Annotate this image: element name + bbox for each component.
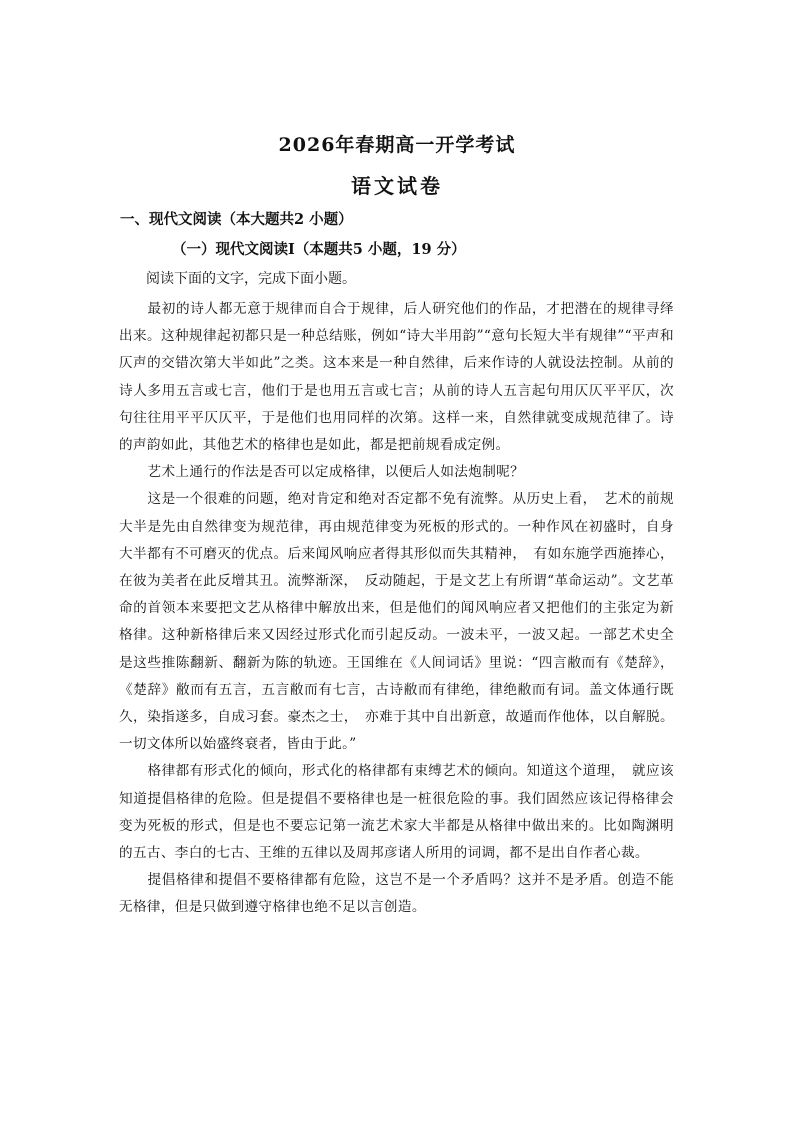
section-heading: 一、现代文阅读（本大题共2 小题） — [120, 211, 353, 228]
reading-instruction: 阅读下面的文字，完成下面小题。 — [146, 271, 356, 287]
passage-paragraph: 这是一个很难的问题，绝对肯定和绝对否定都不免有流弊。从历史上看， 艺术的前规大半是先由自然律变为规范律，再由规范律变为死板的形式的。一种作风在初盛时，自身大半都有不可磨灭的优点。后来闻风响应者得其形似而失其精神， 有如东施学西施捧心，在彼为美者在此反增其丑。流弊渐深， 反动随起，于是文艺上有所谓“革命运动”。文艺革命的首领本来要把文艺从格律中解放出来，但是他们的闻风响应者又把他们的主张定为新格律。这种新格律后来又因经过形式化而引起反动。一波未平，一波又起。一部艺术史全是这些推陈翻新、翻新为陈的轨迹。王国维在《人间词话》里说：“四言敝而有《楚辞》，《楚辞》敝而有五言，五言敝而有七言，古诗敝而有律绝，律绝敝而有词。盖文体通行既久，染指遂多，自成习套。豪杰之士， 亦难于其中自出新意，故遁而作他体，以自解脱。一切文体所以始盛终衰者，皆由于此。” — [119, 491, 674, 753]
passage-body — [119, 296, 674, 922]
passage-paragraph: 最初的诗人都无意于规律而自合于规律，后人研究他们的作品，才把潜在的规律寻绎出来。这种规律起初都只是一种总结账，例如“诗大半用韵”“意句长短大半有规律”“平声和仄声的交错次第大半如此”之类。这本来是一种自然律，后来作诗的人就设法控制。从前的诗人多用五言或七言，他们于是也用五言或七言；从前的诗人五言起句用仄仄平平仄，次句往往用平平仄仄平，于是他们也用同样的次第。这样一来，自然律就变成规范律了。诗的声韵如此，其他艺术的格律也是如此，都是把前规看成定例。 — [119, 301, 674, 454]
exam-title: 2026年春期高一开学考试 — [278, 134, 516, 156]
passage-paragraph: 提倡格律和提倡不要格律都有危险，这岂不是一个矛盾吗？这并不是矛盾。创造不能无格律，但是只做到遵守格律也绝不足以言创造。 — [119, 872, 674, 916]
passage-paragraph: 艺术上通行的作法是否可以定成格律，以便后人如法炮制呢？ — [147, 464, 525, 481]
exam-subject: 语文试卷 — [351, 174, 443, 198]
subsection-heading: （一）现代文阅读Ⅰ（本题共5 小题，19 分） — [172, 241, 466, 258]
passage-paragraph: 格律都有形式化的倾向，形式化的格律都有束缚艺术的倾向。知道这个道理， 就应该知道提倡格律的危险。但是提倡不要格律也是一桩很危险的事。我们固然应该记得格律会变为死板的形式，但是也不要忘记第一流艺术家大半都是从格律中做出来的。比如陶渊明的五古、李白的七古、王维的五律以及周邦彦诸人所用的词调，都不是出自作者心裁。 — [119, 763, 674, 862]
